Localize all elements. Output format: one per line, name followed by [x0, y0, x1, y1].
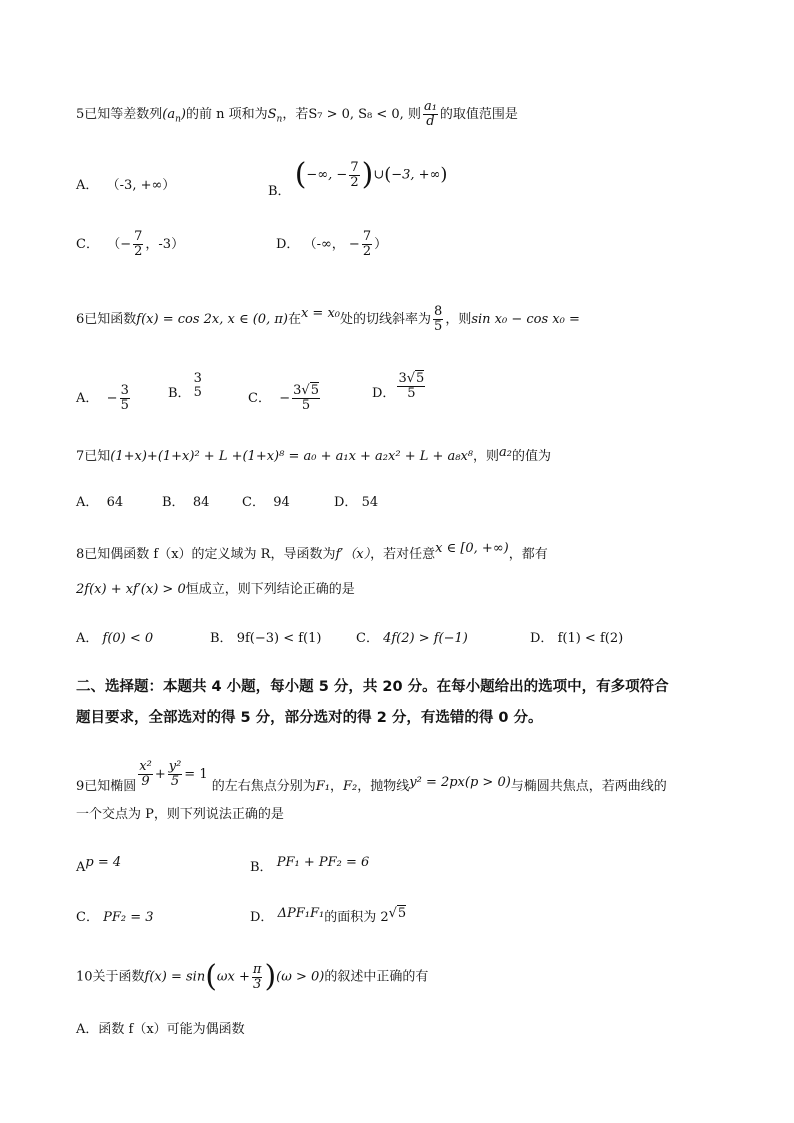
q10-option-a: A．函数 f（x）可能为偶函数 [76, 1022, 245, 1037]
q5-option-b: B． (−∞, − $\frac{7}{2}$ )∪(−3, +∞) [268, 157, 448, 199]
q6-option-d: D． $\frac{3√5}{5}$ [372, 371, 425, 401]
q9-option-b: B． PF₁ + PF₂ = 6 [250, 855, 370, 875]
q7-option-c: C． 94 [242, 495, 290, 510]
q8-stem-line1: 8已知偶函数 f（x）的定义域为 R，导函数为f′（x），若对任意x ∈ [0, +∞)，都有 [76, 541, 548, 562]
q5-option-c: C． （− $\frac{7}{2}$ ，-3） [76, 229, 185, 259]
q9-option-d: D． ΔPF₁F₁的面积为 2√5 [250, 906, 407, 925]
q8-option-d: D． f(1) < f(2) [530, 631, 624, 646]
q6-option-c: C． − $\frac{3√5}{5}$ [248, 383, 319, 413]
q6-stem: 6已知函数f(x) = cos 2x, x ∈ (0, π)在x = x₀处的切线斜率为 $\frac{8}{5}$ ，则sin x₀ − cos x₀ = [76, 304, 580, 334]
q8-option-a: A． f(0) < 0 [76, 631, 154, 646]
section-2-heading-cont: 题目要求，全部选对的得 5 分，部分选对的得 2 分，有选错的得 0 分。 [76, 710, 543, 726]
q9-option-a: Ap = 4 [76, 855, 122, 875]
q7-option-a: A． 64 [76, 495, 124, 510]
q8-stem-line2: 2f(x) + xf′(x) > 0恒成立，则下列结论正确的是 [76, 582, 355, 597]
q6-option-a: A． − $\frac{3}{5}$ [76, 383, 129, 413]
q5-stem: 5已知等差数列$(a_n)$的前 n 项和为$S_n$，若S₇ > 0, S₈ < 0, 则 $\frac{\text{a₁}}{d}$ 的取值范围是 [76, 99, 518, 129]
q7-option-b: B． 84 [162, 495, 210, 510]
q8-option-b: B． 9f(−3) < f(1) [210, 631, 322, 646]
q6-option-b: B． 3 5 [168, 371, 202, 401]
q7-stem: 7已知(1+x)+(1+x)² + L +(1+x)⁸ = a₀ + a₁x + a₂x² + L + a₈x⁸，则a₂的值为 [76, 445, 552, 464]
q5-option-d: D． （-∞， − $\frac{7}{2}$ ） [276, 229, 388, 259]
q10-stem: 10关于函数f(x) = sin(ωx + $\frac{\pi}{3}$ )(ω > 0)的叙述中正确的有 [76, 959, 429, 994]
q5-ratio-fraction: $\frac{\text{a₁}}{d}$ [423, 99, 437, 129]
q9-option-c: C． PF₂ = 3 [76, 910, 154, 925]
q9-stem-line1: 9已知椭圆 $\frac{\text{x²}}{9}$ + $\frac{\text{y²}}{5}$ = 1 的左右焦点分别为F₁，F₂，抛物线y² = 2px(p > 0)与椭圆共焦点，若两曲线的 [76, 759, 667, 794]
q8-option-c: C． 4f(2) > f(−1) [356, 631, 468, 646]
section-2-heading: 二、选择题：本题共 4 小题，每小题 5 分，共 20 分。在每小题给出的选项中，有多项符合 [76, 679, 669, 695]
q5-option-a: A． （-3, +∞） [76, 178, 176, 193]
q7-option-d: D． 54 [334, 495, 379, 510]
q9-stem-line2: 一个交点为 P，则下列说法正确的是 [76, 807, 284, 822]
